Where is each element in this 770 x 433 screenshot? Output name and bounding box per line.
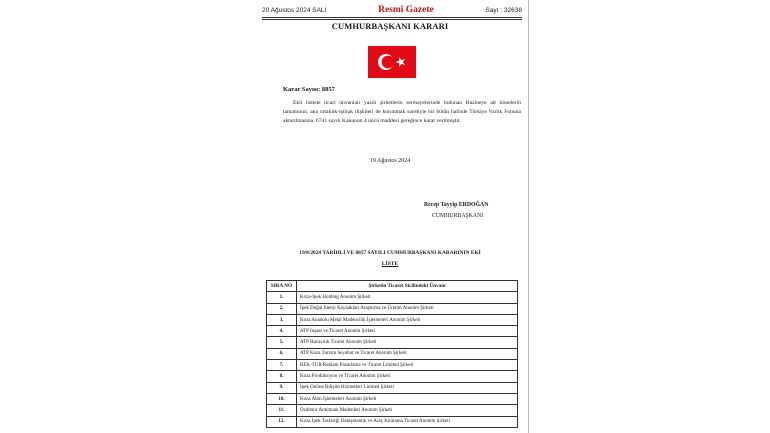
row-number: 2. [267, 303, 297, 314]
company-name: ATP Koza Turizm Seyahat ve Ticaret Anonim Şirketi [297, 348, 518, 359]
company-list-table [266, 280, 518, 428]
row-number: 7. [267, 360, 297, 371]
row-number: 6. [267, 348, 297, 359]
table-header-row [267, 281, 518, 292]
company-name: İpek Online Bilişim Hizmetleri Limited Şirketi [297, 382, 518, 393]
table-row [267, 337, 518, 348]
company-name: ATP İnşaat ve Ticaret Anonim Şirketi [297, 326, 518, 337]
annex-subtitle: LİSTE [381, 261, 399, 267]
company-name: İpek Doğal Enerji Kaynakları Araştırma ve Üretim Anonim Şirketi [297, 303, 518, 314]
company-name: Koza-İpek Holding Anonim Şirketi [297, 292, 518, 303]
table-row [267, 292, 518, 303]
issue-number: Sayı : 32638 [485, 6, 522, 14]
row-number: 4. [267, 326, 297, 337]
decision-number: Karar Sayısı: 8857 [283, 86, 335, 93]
signature-date: 19 Ağustos 2024 [369, 158, 411, 164]
row-number: 9. [267, 382, 297, 393]
table-row [267, 348, 518, 359]
gazette-title: Resmî Gazete [378, 5, 434, 15]
table-row [267, 326, 518, 337]
company-name: Koza Anadolu Metal Madencilik İşletmeleri Anonim Şirketi [297, 314, 518, 325]
column-header-no: SIRA NO [267, 281, 297, 292]
company-name: REK-TUR Reklam Pazarlama ve Ticaret Limited Şirketi [297, 360, 518, 371]
gazette-page [252, 0, 528, 433]
turkish-flag-icon [368, 46, 416, 78]
row-number: 10. [267, 393, 297, 404]
issue-date: 20 Ağustos 2024 SALI [262, 6, 327, 14]
row-number: 5. [267, 337, 297, 348]
annex-title: 19/8/2024 TARİHLİ VE 8857 SAYILI CUMHURBAŞKANI KARARININ EKİ [299, 250, 481, 256]
page-edge-right [528, 0, 529, 433]
company-name: Koza İpek Tasfariği Danışmanlık ve Araç Kiralama Ticaret Anonim Şirketi [297, 416, 518, 427]
table-row [267, 405, 518, 416]
header-rule-secondary [262, 19, 522, 20]
company-name: Koza Prodüksiyon ve Ticaret Anonim Şirketi [297, 371, 518, 382]
signer-name: Recep Tayyip ERDOĞAN [424, 202, 489, 208]
row-number: 1. [267, 292, 297, 303]
table-row [267, 371, 518, 382]
row-number: 3. [267, 314, 297, 325]
row-number: 8. [267, 371, 297, 382]
gazette-header [262, 4, 522, 16]
table-row [267, 416, 518, 427]
table-row [267, 382, 518, 393]
table-row [267, 360, 518, 371]
decision-body: Ekli listede ticari ünvanları yazılı şirketlerin sermayelerinde bulunan Hazineye ait hisselerin tamamının, ana ortaklık-iştirak ilişkileri de korunmak suretiyle bir bütün halinde Türkiye Varlık Fonuna aktarılmasına, 6741 sayılı Kanunun 4 üncü maddesi gereğince karar verilmiştir. [283, 100, 521, 124]
document-title: CUMHURBAŞKANI KARARI [331, 21, 449, 31]
table-row [267, 393, 518, 404]
signer-title: CUMHURBAŞKANI [432, 213, 484, 219]
table-row [267, 303, 518, 314]
table-row [267, 314, 518, 325]
column-header-name: Şirketin Ticaret Sicilindeki Ünvanı [297, 281, 518, 292]
row-number: 11. [267, 405, 297, 416]
company-name: ATP Havacılık Ticaret Anonim Şirketi [297, 337, 518, 348]
company-name: Özdemir Antimuan Madenleri Anonim Şirketi [297, 405, 518, 416]
company-name: Koza Altın İşletmeleri Anonim Şirketi [297, 393, 518, 404]
header-rule [262, 17, 522, 18]
row-number: 12. [267, 416, 297, 427]
